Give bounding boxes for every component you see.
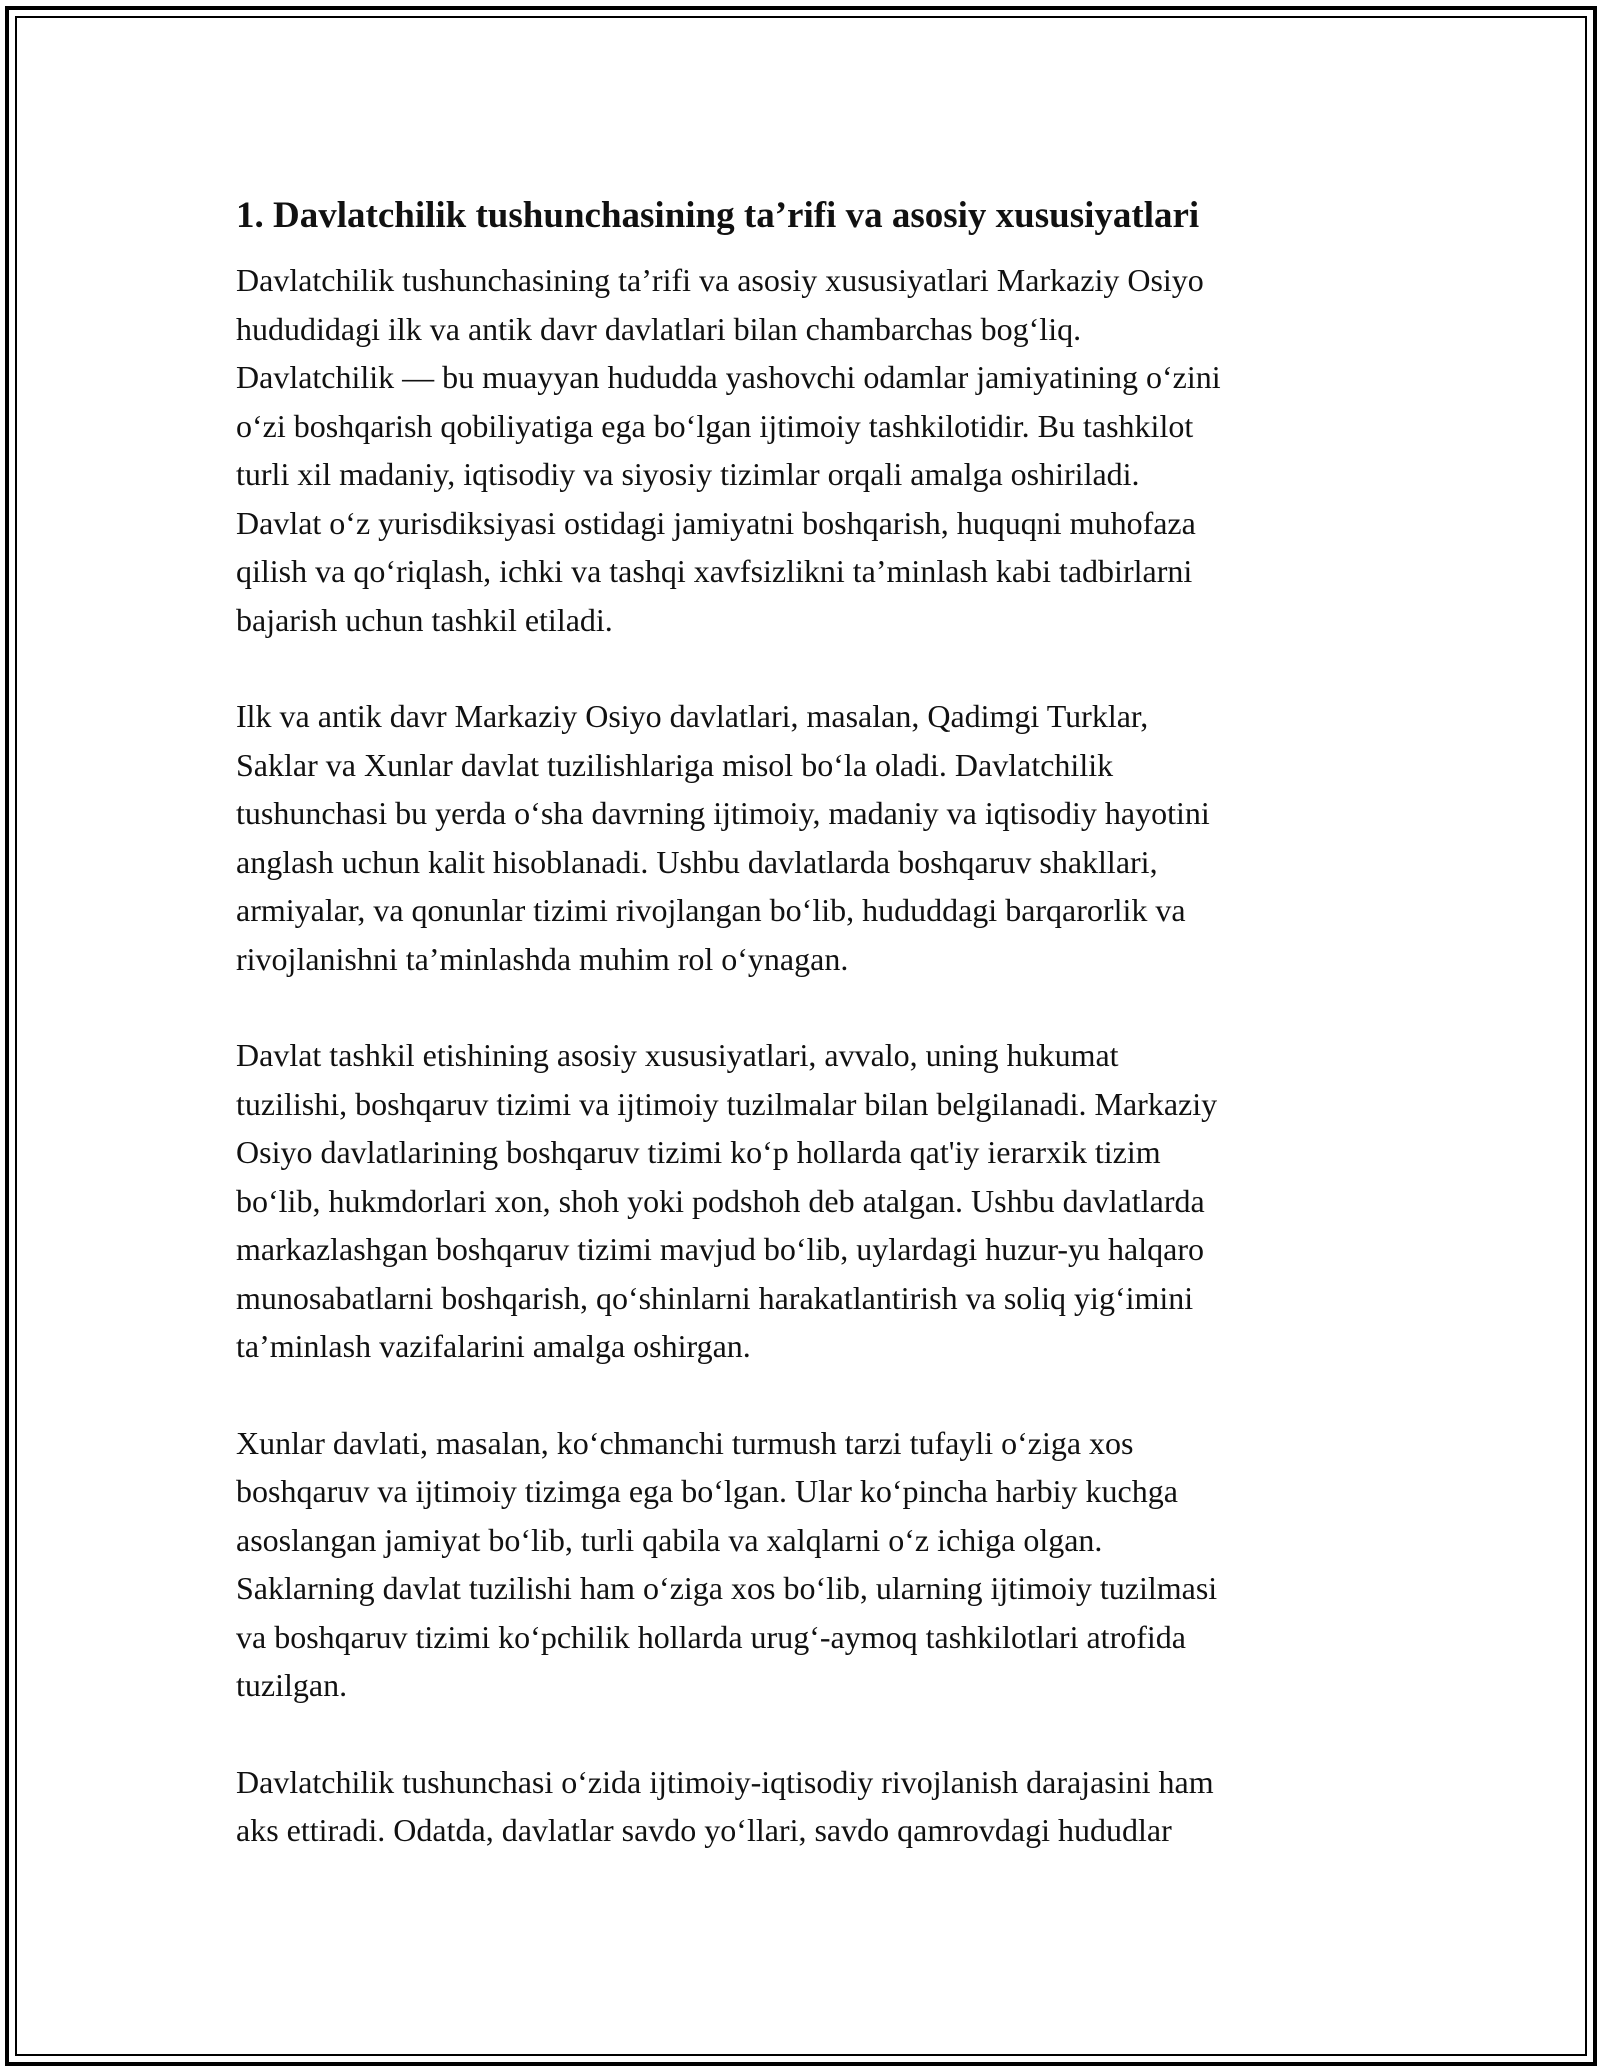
text-line: o‘zi boshqarish qobiliyatiga ega bo‘lgan ijtimoiy tashkilotidir. Bu tashkilot [236, 407, 1194, 444]
text-line: va boshqaruv tizimi ko‘pchilik hollarda urug‘-aymoq tashkilotlari atrofida [236, 1618, 1186, 1655]
text-line: Davlatchilik tushunchasi o‘zida ijtimoiy-iqtisodiy rivojlanish darajasini ham [236, 1763, 1214, 1800]
text-line: asoslangan jamiyat bo‘lib, turli qabila va xalqlarni o‘z ichiga olgan. [236, 1521, 1103, 1558]
paragraph-3 [236, 1031, 1396, 1371]
text-line: qilish va qo‘riqlash, ichki va tashqi xavfsizlikni ta’minlash kabi tadbirlarni [236, 553, 1193, 589]
text-line: munosabatlarni boshqarish, qo‘shinlarni harakatlantirish va soliq yig‘imini [236, 1279, 1194, 1316]
text-line: turli xil madaniy, iqtisodiy va siyosiy tizimlar orqali amalga oshiriladi. [236, 456, 1140, 492]
text-line: Xunlar davlati, masalan, ko‘chmanchi turmush tarzi tufayli o‘ziga xos [236, 1424, 1134, 1461]
text-line: tushunchasi bu yerda o‘sha davrning ijtimoiy, madaniy va iqtisodiy hayotini [236, 795, 1210, 831]
text-line: aks ettiradi. Odatda, davlatlar savdo yo‘llari, savdo qamrovdagi hududlar [236, 1812, 1172, 1848]
text-line: Davlat tashkil etishining asosiy xususiyatlari, avvalo, uning hukumat [236, 1037, 1119, 1073]
paragraph-4 [236, 1419, 1396, 1710]
text-line: anglash uchun kalit hisoblanadi. Ushbu davlatlarda boshqaruv shakllari, [236, 843, 1158, 880]
document-body [236, 190, 1396, 1903]
paragraph-2 [236, 692, 1396, 983]
text-line: Osiyo davlatlarining boshqaruv tizimi ko‘p hollarda qat'iy ierarxik tizim [236, 1134, 1161, 1170]
text-line: Saklarning davlat tuzilishi ham o‘ziga xos bo‘lib, ularning ijtimoiy tuzilmasi [236, 1570, 1218, 1606]
section-heading: 1. Davlatchilik tushunchasining ta’rifi va asosiy xususiyatlari [236, 195, 1200, 236]
text-line: Davlat o‘z yurisdiksiyasi ostidagi jamiyatni boshqarish, huquqni muhofaza [236, 504, 1196, 541]
text-line: ta’minlash vazifalarini amalga oshirgan. [236, 1328, 751, 1364]
text-line: Davlatchilik — bu muayyan hududda yashovchi odamlar jamiyatining o‘zini [236, 359, 1221, 395]
text-line: armiyalar, va qonunlar tizimi rivojlangan bo‘lib, hududdagi barqarorlik va [236, 892, 1186, 928]
text-line: hududidagi ilk va antik davr davlatlari bilan chambarchas bog‘liq. [236, 310, 1082, 347]
text-line: bo‘lib, hukmdorlari xon, shoh yoki podshoh deb atalgan. Ushbu davlatlarda [236, 1182, 1205, 1219]
paragraph-5 [236, 1758, 1396, 1855]
text-line: markazlashgan boshqaruv tizimi mavjud bo‘lib, uylardagi huzur-yu halqaro [236, 1231, 1204, 1267]
text-line: Ilk va antik davr Markaziy Osiyo davlatlari, masalan, Qadimgi Turklar, [236, 698, 1149, 734]
text-line: boshqaruv va ijtimoiy tizimga ega bo‘lgan. Ular ko‘pincha harbiy kuchga [236, 1473, 1178, 1509]
text-line: Davlatchilik tushunchasining ta’rifi va asosiy xususiyatlari Markaziy Osiyo [236, 262, 1204, 298]
text-line: tuzilgan. [236, 1667, 348, 1703]
text-line: rivojlanishni ta’minlashda muhim rol o‘ynagan. [236, 940, 849, 977]
text-line: Saklar va Xunlar davlat tuzilishlariga misol bo‘la oladi. Davlatchilik [236, 746, 1114, 783]
text-line: bajarish uchun tashkil etiladi. [236, 601, 613, 638]
text-line: tuzilishi, boshqaruv tizimi va ijtimoiy tuzilmalar bilan belgilanadi. Markaziy [236, 1085, 1218, 1122]
paragraph-1 [236, 256, 1396, 644]
